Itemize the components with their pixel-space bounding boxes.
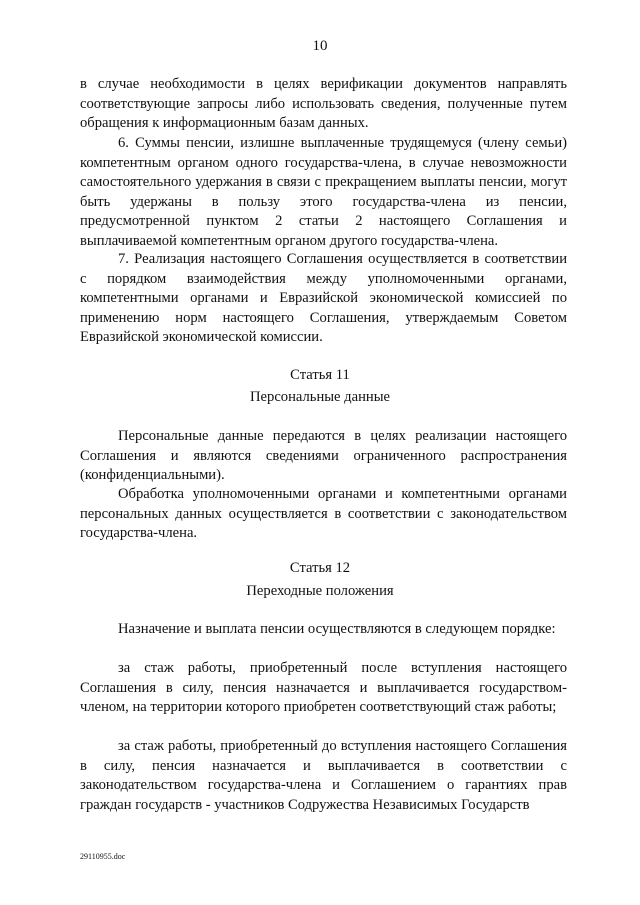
article-12-paragraph-1: Назначение и выплата пенсии осуществляются в следующем порядке: [118,621,556,637]
paragraph-item-6: 6. Суммы пенсии, излишне выплаченные трудящемуся (члену семьи) компетентным органом одного государства-члена, в случае невозможности самостоятельного удержания в связи с прекращением выплаты пенсии, могут быть удержаны в пользу этого государства-члена из пенсии, предусмотренной пунктом 2 статьи 2 настоящего Соглашения и выплачиваемой компетентным органом другого государства-члена. [80,135,567,249]
article-12-paragraph-2: за стаж работы, приобретенный после вступления настоящего Соглашения в силу, пенсия назначается и выплачивается государством-членом, на территории которого приобретен соответствующий стаж работы; [80,660,567,715]
article-11-title: Статья 11 [290,367,350,383]
page-number: 10 [312,38,328,54]
article-12-paragraph-3: за стаж работы, приобретенный до вступления настоящего Соглашения в силу, пенсия назначается и выплачивается в соответствии с законодательством государства-члена и Соглашением о гарантиях прав граждан государств - участников Содружества Независимых Государств [80,738,567,813]
document-filename: 29110955.doc [80,852,126,861]
paragraph-item-7: 7. Реализация настоящего Соглашения осуществляется в соответствии с порядком взаимодействия между уполномоченными органами, компетентными органами и Евразийской экономической комиссией по применению норм настоящего Соглашения, утверждаемым Советом Евразийской экономической комиссии. [80,251,567,345]
article-12-title: Статья 12 [289,560,351,576]
article-11-heading: Персональные данные [250,389,390,405]
article-11-paragraph-1: Персональные данные передаются в целях реализации настоящего Соглашения и являются сведениями ограниченного распространения (конфиденциальными). [80,428,567,483]
paragraph-continuation: в случае необходимости в целях верификации документов направлять соответствующие запросы либо использовать сведения, полученные путем обращения к информационным базам данных. [80,76,567,131]
article-12-heading: Переходные положения [246,583,394,599]
article-11-paragraph-2: Обработка уполномоченными органами и компетентными органами персональных данных осуществляется в соответствии с законодательством государства-члена. [80,486,567,541]
